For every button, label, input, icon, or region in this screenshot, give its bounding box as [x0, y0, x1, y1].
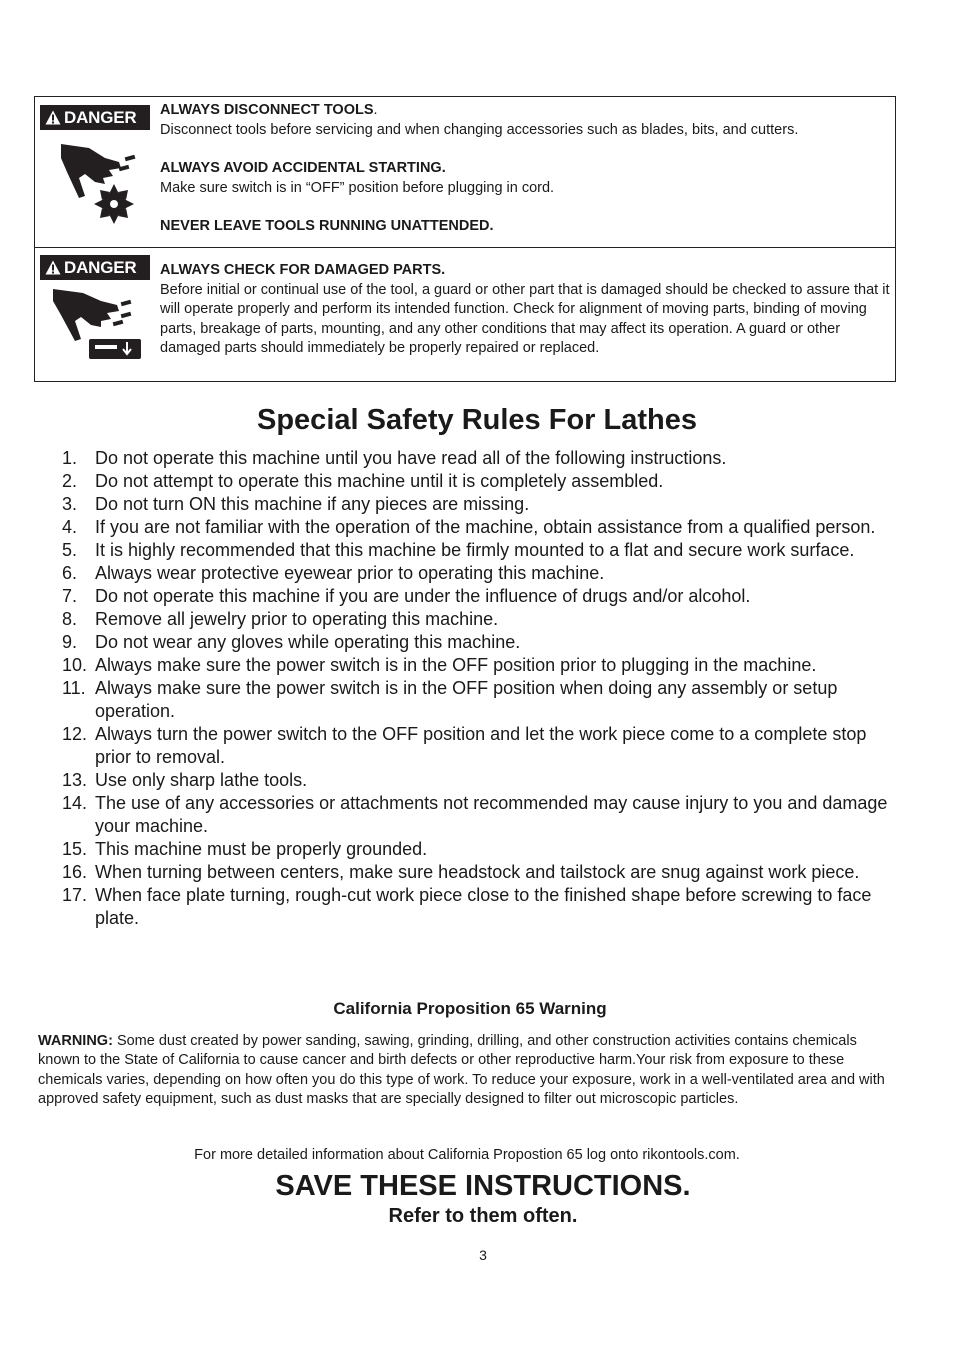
list-item: [62, 631, 902, 654]
rule-number: 7.: [62, 586, 78, 606]
safety-rules-list: [62, 447, 902, 930]
warning-triangle-icon: [45, 260, 61, 275]
rule-text: Do not wear any gloves while operating this machine.: [95, 632, 521, 652]
heading-suffix: .: [373, 102, 378, 118]
rule-text: Do not operate this machine until you have read all of the following instructions.: [95, 448, 727, 468]
rule-text: Do not operate this machine if you are under the influence of drugs and/or alcohol.: [95, 586, 751, 606]
danger-badge-label: DANGER: [64, 258, 137, 277]
danger-body: Disconnect tools before servicing and when changing accessories such as blades, bits, and cutters.: [160, 121, 799, 138]
rule-number: 3.: [62, 494, 78, 514]
danger-text: [160, 101, 891, 237]
hand-damaged-part-hazard-icon: [51, 287, 143, 362]
rule-number: 4.: [62, 517, 78, 537]
rule-number: 1.: [62, 448, 78, 468]
list-item: [62, 608, 902, 631]
danger-badge: [40, 255, 150, 280]
danger-box-disconnect: [35, 97, 895, 248]
rule-text: Always make sure the power switch is in the OFF position prior to plugging in the machine.: [95, 655, 817, 675]
warning-label: WARNING:: [38, 1033, 113, 1049]
danger-body: Before initial or continual use of the tool, a guard or other part that is damaged should be checked to assure that it will operate properly and perform its intended function. Check for alignment of moving parts, binding of moving parts, breakage of parts, mounting, and any other conditions that may affect its operation. A guard or other damaged parts should immediately be properly repaired or replaced.: [160, 281, 890, 356]
rule-text: Always make sure the power switch is in the OFF position when doing any assembly or setup operation.: [95, 678, 838, 721]
list-item: [62, 585, 902, 608]
hand-cutter-hazard-icon: [59, 142, 139, 227]
list-item: [62, 493, 902, 516]
list-item: [62, 792, 902, 838]
rule-text: When turning between centers, make sure headstock and tailstock are snug against work piece.: [95, 862, 860, 882]
warning-triangle-icon: [45, 110, 61, 125]
rule-number: 17.: [62, 885, 88, 905]
rule-text: Always turn the power switch to the OFF position and let the work piece come to a complete stop prior to removal.: [95, 724, 867, 767]
rule-number: 12.: [62, 724, 88, 744]
warning-text: Some dust created by power sanding, sawing, grinding, drilling, and other construction activities contains chemicals known to the State of California to cause cancer and birth defects or other reproductive harm.Your risk from exposure to these chemicals varies, depending on how often you do this type of work. To reduce your exposure, work in a well-ventilated area and with approved safety equipment, such as dust masks that are specially designed to filter out microscopic particles.: [38, 1033, 885, 1107]
rule-number: 9.: [62, 632, 78, 652]
rule-number: 8.: [62, 609, 78, 629]
danger-heading: ALWAYS AVOID ACCIDENTAL STARTING.: [160, 160, 446, 176]
rule-number: 13.: [62, 770, 88, 790]
rule-text: Always wear protective eyewear prior to operating this machine.: [95, 563, 605, 583]
list-item: [62, 516, 902, 539]
list-item: [62, 838, 902, 861]
danger-text: [160, 261, 891, 359]
list-item: [62, 654, 902, 677]
list-item: [62, 562, 902, 585]
save-instructions-heading: SAVE THESE INSTRUCTIONS.: [275, 1170, 691, 1202]
rule-text: Do not turn ON this machine if any pieces are missing.: [95, 494, 530, 514]
list-item: [62, 447, 902, 470]
list-item: [62, 884, 902, 930]
page-number: 3: [479, 1247, 487, 1263]
rule-text: The use of any accessories or attachments not recommended may cause injury to you and damage your machine.: [95, 793, 888, 836]
danger-heading: NEVER LEAVE TOOLS RUNNING UNATTENDED.: [160, 218, 494, 234]
rule-text: It is highly recommended that this machine be firmly mounted to a flat and secure work surface.: [95, 540, 855, 560]
danger-box-damaged-parts: [35, 247, 895, 381]
rule-text: This machine must be properly grounded.: [95, 839, 428, 859]
section-title: Special Safety Rules For Lathes: [257, 404, 697, 436]
prop65-title: California Proposition 65 Warning: [333, 999, 607, 1018]
rule-number: 5.: [62, 540, 78, 560]
rule-number: 6.: [62, 563, 78, 583]
prop65-more-info: For more detailed information about California Propostion 65 log onto rikontools.com.: [194, 1147, 740, 1163]
list-item: [62, 723, 902, 769]
rule-text: Remove all jewelry prior to operating this machine.: [95, 609, 499, 629]
rule-number: 2.: [62, 471, 78, 491]
list-item: [62, 861, 902, 884]
list-item: [62, 539, 902, 562]
rule-number: 11.: [62, 678, 86, 698]
rule-number: 16.: [62, 862, 88, 882]
rule-number: 10.: [62, 655, 88, 675]
danger-heading: ALWAYS CHECK FOR DAMAGED PARTS.: [160, 262, 446, 278]
danger-table: [34, 96, 896, 382]
danger-badge-label: DANGER: [64, 108, 137, 127]
rule-text: When face plate turning, rough-cut work piece close to the finished shape before screwing to face plate.: [95, 885, 872, 928]
refer-subheading: Refer to them often.: [388, 1205, 578, 1227]
rule-number: 15.: [62, 839, 88, 859]
prop65-warning-paragraph: [38, 1032, 898, 1109]
danger-heading: ALWAYS DISCONNECT TOOLS: [160, 102, 374, 118]
list-item: [62, 677, 902, 723]
rule-text: Use only sharp lathe tools.: [95, 770, 308, 790]
rule-number: 14.: [62, 793, 88, 813]
rule-text: If you are not familiar with the operation of the machine, obtain assistance from a qualified person.: [95, 517, 876, 537]
danger-body: Make sure switch is in “OFF” position before plugging in cord.: [160, 179, 555, 196]
list-item: [62, 769, 902, 792]
list-item: [62, 470, 902, 493]
rule-text: Do not attempt to operate this machine until it is completely assembled.: [95, 471, 664, 491]
danger-badge: [40, 105, 150, 130]
